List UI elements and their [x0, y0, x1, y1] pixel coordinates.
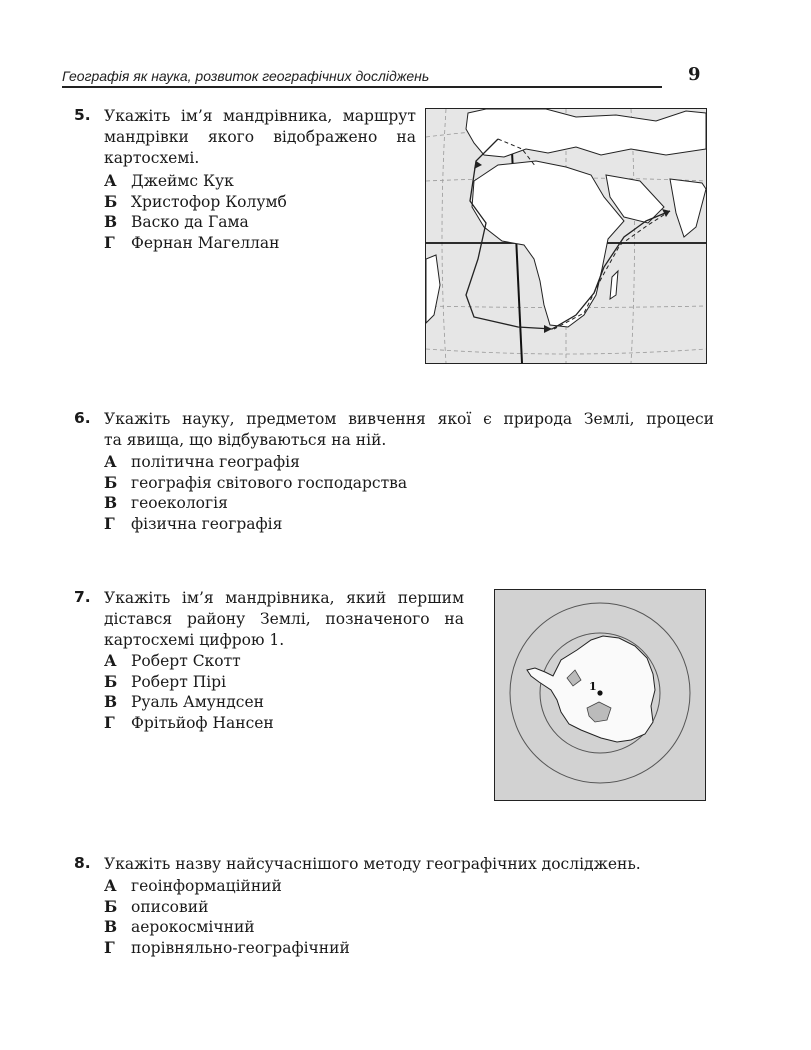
option-v[interactable]: В геоекологія [104, 493, 228, 512]
option-b[interactable]: Б Христофор Колумб [104, 191, 287, 211]
option-g[interactable]: Г Фрітьйоф Нансен [104, 712, 274, 732]
answer-options [104, 876, 350, 958]
question-number: 7. [74, 588, 91, 606]
option-v[interactable]: В Васко да Гама [104, 212, 249, 231]
option-g[interactable]: Г фізична географія [104, 513, 283, 533]
question-text [104, 854, 714, 875]
option-g[interactable]: Г порівняльно-географічний [104, 937, 350, 957]
answer-options [104, 651, 274, 733]
option-g[interactable]: Г Фернан Магеллан [104, 232, 280, 252]
antarctica-map [494, 589, 706, 801]
option-a[interactable]: А політична географія [104, 452, 300, 471]
option-a[interactable]: А геоінформаційний [104, 876, 282, 895]
question-line: мандрівки якого відображено на [104, 128, 416, 146]
question-line: Укажіть ім’я мандрівника, який першим [104, 589, 464, 607]
running-header: Географія як наука, розвиток географічних досліджень [62, 68, 430, 84]
question-line: картосхемі. [104, 149, 200, 167]
question-line: Укажіть науку, предметом вивчення якої є природа Землі, процеси [104, 410, 714, 428]
option-a[interactable]: А Роберт Скотт [104, 651, 241, 670]
option-v[interactable]: В аерокосмічний [104, 917, 255, 936]
answer-options [104, 452, 407, 534]
question-number: 8. [74, 854, 91, 872]
option-v[interactable]: В Руаль Амундсен [104, 692, 264, 711]
route-map [425, 108, 707, 364]
question-line: та явища, що відбуваються на ній. [104, 431, 387, 449]
header-rule [62, 86, 662, 88]
question-line: Укажіть назву найсучаснішого методу географічних досліджень. [104, 855, 641, 873]
question-text [104, 409, 714, 451]
pole-marker-label: 1 [589, 680, 597, 693]
question-number: 5. [74, 106, 91, 124]
option-b[interactable]: Б Роберт Пірі [104, 671, 227, 691]
question-number: 6. [74, 409, 91, 427]
question-line: дістався району Землі, позначеного на [104, 610, 464, 628]
question-line: картосхемі цифрою 1. [104, 631, 285, 649]
route-map-drawing [426, 109, 706, 363]
question-text [104, 106, 416, 169]
option-a[interactable]: А Джеймс Кук [104, 171, 234, 190]
answer-options [104, 171, 287, 253]
option-b[interactable]: Б географія світового господарства [104, 472, 408, 492]
question-text [104, 588, 464, 651]
antarctica-map-drawing [495, 590, 705, 800]
page-number: 9 [688, 64, 701, 85]
question-line: Укажіть ім’я мандрівника, маршрут [104, 107, 416, 125]
option-b[interactable]: Б описовий [104, 896, 209, 916]
